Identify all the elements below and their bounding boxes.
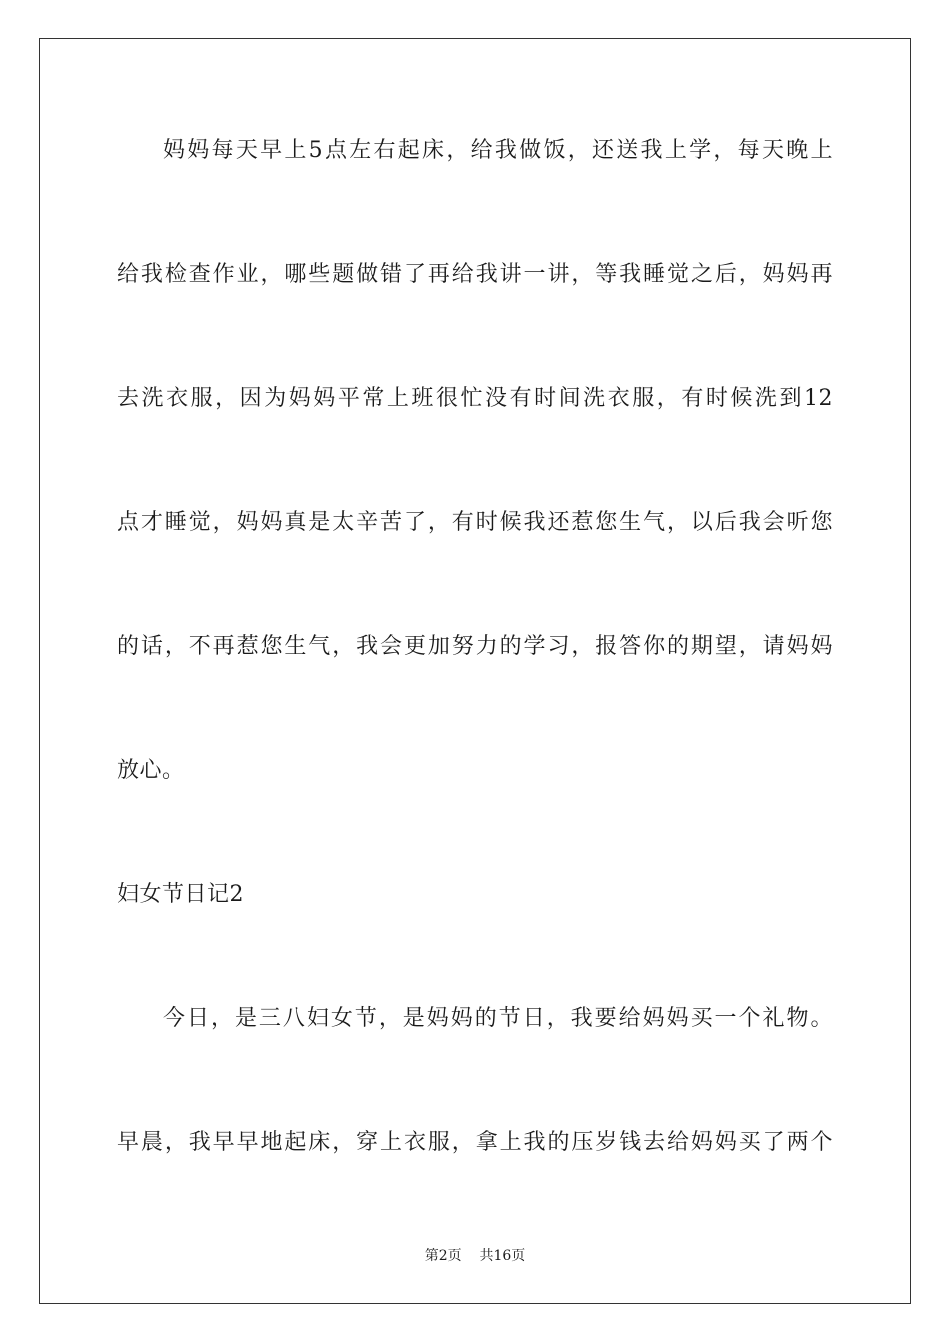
paragraph-line-4: 点才睡觉，妈妈真是太辛苦了，有时候我还惹您生气，以后我会听您 (117, 510, 833, 535)
paragraph-line-3: 去洗衣服，因为妈妈平常上班很忙没有时间洗衣服，有时候洗到12 (117, 386, 833, 411)
paragraph-line-6: 放心。 (117, 758, 185, 783)
paragraph2-line-2: 早晨，我早早地起床，穿上衣服，拿上我的压岁钱去给妈妈买了两个 (117, 1130, 833, 1155)
page-number-footer: 第2页 共16页 (424, 1248, 526, 1264)
section-heading: 妇女节日记2 (117, 882, 244, 907)
paragraph-line-1: 妈妈每天早上5点左右起床，给我做饭，还送我上学，每天晚上 (163, 138, 833, 163)
paragraph2-line-1: 今日，是三八妇女节，是妈妈的节日，我要给妈妈买一个礼物。 (163, 1006, 833, 1031)
page-border (39, 38, 911, 1304)
paragraph-line-5: 的话，不再惹您生气，我会更加努力的学习，报答你的期望，请妈妈 (117, 634, 833, 659)
paragraph-line-2: 给我检查作业，哪些题做错了再给我讲一讲，等我睡觉之后，妈妈再 (117, 262, 833, 287)
